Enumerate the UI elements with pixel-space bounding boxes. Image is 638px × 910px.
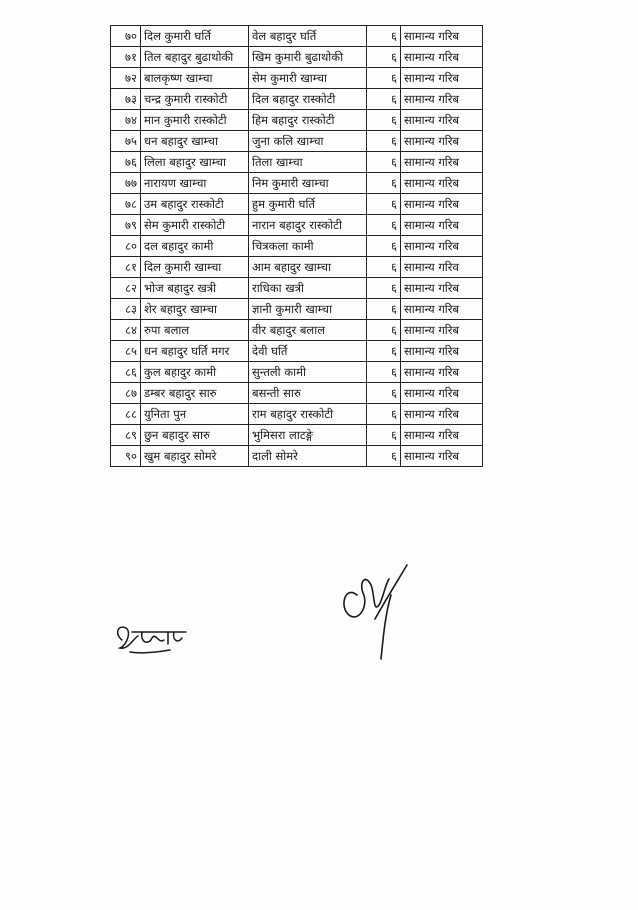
category-cell: सामान्य गरिब bbox=[401, 362, 483, 383]
serial-number-cell: ८४ bbox=[111, 320, 141, 341]
category-cell: सामान्य गरिब bbox=[401, 320, 483, 341]
serial-number-cell: ७५ bbox=[111, 131, 141, 152]
parent-name-cell: दिल बहादुर रास्कोटी bbox=[249, 89, 367, 110]
serial-number-cell: ७७ bbox=[111, 173, 141, 194]
ward-number-cell: ६ bbox=[367, 236, 401, 257]
beneficiary-name-cell: दल बहादुर कामी bbox=[141, 236, 249, 257]
category-cell: सामान्य गरिब bbox=[401, 173, 483, 194]
beneficiary-name-cell: बालकृष्ण खाम्चा bbox=[141, 68, 249, 89]
ward-number-cell: ६ bbox=[367, 152, 401, 173]
beneficiary-name-cell: उम बहादुर रास्कोटी bbox=[141, 194, 249, 215]
table-body bbox=[111, 26, 483, 467]
parent-name-cell: चित्रकला कामी bbox=[249, 236, 367, 257]
ward-number-cell: ६ bbox=[367, 89, 401, 110]
table-row bbox=[111, 278, 483, 299]
category-cell: सामान्य गरिब bbox=[401, 152, 483, 173]
table-row bbox=[111, 404, 483, 425]
beneficiary-table bbox=[110, 25, 483, 467]
beneficiary-name-cell: कुल बहादुर कामी bbox=[141, 362, 249, 383]
category-cell: सामान्य गरिब bbox=[401, 26, 483, 47]
table-row bbox=[111, 341, 483, 362]
parent-name-cell: हुम कुमारी घर्ति bbox=[249, 194, 367, 215]
beneficiary-name-cell: शेर बहादुर खाम्चा bbox=[141, 299, 249, 320]
table-row bbox=[111, 26, 483, 47]
category-cell: सामान्य गरिब bbox=[401, 194, 483, 215]
category-cell: सामान्य गरिब bbox=[401, 446, 483, 467]
ward-number-cell: ६ bbox=[367, 446, 401, 467]
parent-name-cell: सुन्तली कामी bbox=[249, 362, 367, 383]
serial-number-cell: ८३ bbox=[111, 299, 141, 320]
category-cell: सामान्य गरिब bbox=[401, 404, 483, 425]
serial-number-cell: ७९ bbox=[111, 215, 141, 236]
table-row bbox=[111, 299, 483, 320]
table-row bbox=[111, 152, 483, 173]
category-cell: सामान्य गरिब bbox=[401, 47, 483, 68]
table-row bbox=[111, 68, 483, 89]
beneficiary-name-cell: दिल कुमारी घर्ति bbox=[141, 26, 249, 47]
ward-number-cell: ६ bbox=[367, 68, 401, 89]
serial-number-cell: ७८ bbox=[111, 194, 141, 215]
parent-name-cell: बसन्ती सारु bbox=[249, 383, 367, 404]
parent-name-cell: निम कुमारी खाम्चा bbox=[249, 173, 367, 194]
serial-number-cell: ७४ bbox=[111, 110, 141, 131]
table-row bbox=[111, 446, 483, 467]
parent-name-cell: दाली सोमरे bbox=[249, 446, 367, 467]
beneficiary-name-cell: लिला बहादुर खाम्चा bbox=[141, 152, 249, 173]
category-cell: सामान्य गरिब bbox=[401, 89, 483, 110]
serial-number-cell: ७३ bbox=[111, 89, 141, 110]
ward-number-cell: ६ bbox=[367, 194, 401, 215]
serial-number-cell: ९० bbox=[111, 446, 141, 467]
category-cell: सामान्य गरिब bbox=[401, 110, 483, 131]
ward-number-cell: ६ bbox=[367, 383, 401, 404]
serial-number-cell: ७१ bbox=[111, 47, 141, 68]
parent-name-cell: भुमिसरा लाटङ्गे bbox=[249, 425, 367, 446]
parent-name-cell: देवी घर्ति bbox=[249, 341, 367, 362]
parent-name-cell: ज्ञानी कुमारी खाम्चा bbox=[249, 299, 367, 320]
beneficiary-name-cell: धन बहादुर खाम्चा bbox=[141, 131, 249, 152]
serial-number-cell: ८२ bbox=[111, 278, 141, 299]
ward-number-cell: ६ bbox=[367, 26, 401, 47]
serial-number-cell: ८७ bbox=[111, 383, 141, 404]
ward-number-cell: ६ bbox=[367, 299, 401, 320]
category-cell: सामान्य गरिव bbox=[401, 257, 483, 278]
serial-number-cell: ८८ bbox=[111, 404, 141, 425]
beneficiary-name-cell: नारायण खाम्चा bbox=[141, 173, 249, 194]
category-cell: सामान्य गरिब bbox=[401, 383, 483, 404]
beneficiary-name-cell: तिल बहादुर बुढाथोकी bbox=[141, 47, 249, 68]
parent-name-cell: राधिका खत्री bbox=[249, 278, 367, 299]
serial-number-cell: ८९ bbox=[111, 425, 141, 446]
table-row bbox=[111, 425, 483, 446]
serial-number-cell: ७६ bbox=[111, 152, 141, 173]
signature-left bbox=[112, 618, 192, 660]
ward-number-cell: ६ bbox=[367, 320, 401, 341]
beneficiary-name-cell: छुन बहादुर सारु bbox=[141, 425, 249, 446]
serial-number-cell: ८१ bbox=[111, 257, 141, 278]
ward-number-cell: ६ bbox=[367, 131, 401, 152]
parent-name-cell: जुना कलि खाम्चा bbox=[249, 131, 367, 152]
ward-number-cell: ६ bbox=[367, 47, 401, 68]
serial-number-cell: ७० bbox=[111, 26, 141, 47]
category-cell: सामान्य गरिब bbox=[401, 278, 483, 299]
beneficiary-name-cell: भोज बहादुर खत्री bbox=[141, 278, 249, 299]
table-row bbox=[111, 131, 483, 152]
category-cell: सामान्य गरिब bbox=[401, 68, 483, 89]
category-cell: सामान्य गरिब bbox=[401, 131, 483, 152]
category-cell: सामान्य गरिब bbox=[401, 299, 483, 320]
table-row bbox=[111, 257, 483, 278]
beneficiary-name-cell: सेम कुमारी रास्कोटी bbox=[141, 215, 249, 236]
ward-number-cell: ६ bbox=[367, 425, 401, 446]
ward-number-cell: ६ bbox=[367, 341, 401, 362]
serial-number-cell: ७२ bbox=[111, 68, 141, 89]
beneficiary-name-cell: डम्बर बहादुर सारु bbox=[141, 383, 249, 404]
parent-name-cell: तिला खाम्चा bbox=[249, 152, 367, 173]
serial-number-cell: ८५ bbox=[111, 341, 141, 362]
table-row bbox=[111, 173, 483, 194]
table-row bbox=[111, 383, 483, 404]
parent-name-cell: सेम कुमारी खाम्चा bbox=[249, 68, 367, 89]
beneficiary-name-cell: चन्द्र कुमारी रास्कोटी bbox=[141, 89, 249, 110]
beneficiary-name-cell: धन बहादुर घर्ति मगर bbox=[141, 341, 249, 362]
parent-name-cell: वेल बहादुर घर्ति bbox=[249, 26, 367, 47]
table-row bbox=[111, 89, 483, 110]
ward-number-cell: ६ bbox=[367, 278, 401, 299]
parent-name-cell: आम बहादुर खाम्चा bbox=[249, 257, 367, 278]
table-row bbox=[111, 362, 483, 383]
ward-number-cell: ६ bbox=[367, 257, 401, 278]
category-cell: सामान्य गरिब bbox=[401, 425, 483, 446]
ward-number-cell: ६ bbox=[367, 110, 401, 131]
ward-number-cell: ६ bbox=[367, 362, 401, 383]
beneficiary-name-cell: दिल कुमारी खाम्चा bbox=[141, 257, 249, 278]
signature-right bbox=[335, 555, 415, 665]
table-row bbox=[111, 110, 483, 131]
beneficiary-name-cell: खुम बहादुर सोमरे bbox=[141, 446, 249, 467]
parent-name-cell: खिम कुमारी बुढाथोकी bbox=[249, 47, 367, 68]
serial-number-cell: ८६ bbox=[111, 362, 141, 383]
table-row bbox=[111, 215, 483, 236]
table-row bbox=[111, 47, 483, 68]
serial-number-cell: ८० bbox=[111, 236, 141, 257]
category-cell: सामान्य गरिब bbox=[401, 215, 483, 236]
parent-name-cell: नारान बहादुर रास्कोटी bbox=[249, 215, 367, 236]
category-cell: सामान्य गरिब bbox=[401, 341, 483, 362]
parent-name-cell: हिम बहादुर रास्कोटी bbox=[249, 110, 367, 131]
beneficiary-name-cell: मान कुमारी रास्कोटी bbox=[141, 110, 249, 131]
table-row bbox=[111, 236, 483, 257]
beneficiary-name-cell: रुपा बलाल bbox=[141, 320, 249, 341]
ward-number-cell: ६ bbox=[367, 215, 401, 236]
parent-name-cell: वीर बहादुर बलाल bbox=[249, 320, 367, 341]
ward-number-cell: ६ bbox=[367, 404, 401, 425]
table-row bbox=[111, 320, 483, 341]
ward-number-cell: ६ bbox=[367, 173, 401, 194]
table-row bbox=[111, 194, 483, 215]
beneficiary-name-cell: युनिता पुन bbox=[141, 404, 249, 425]
category-cell: सामान्य गरिब bbox=[401, 236, 483, 257]
parent-name-cell: राम बहादुर रास्कोटी bbox=[249, 404, 367, 425]
